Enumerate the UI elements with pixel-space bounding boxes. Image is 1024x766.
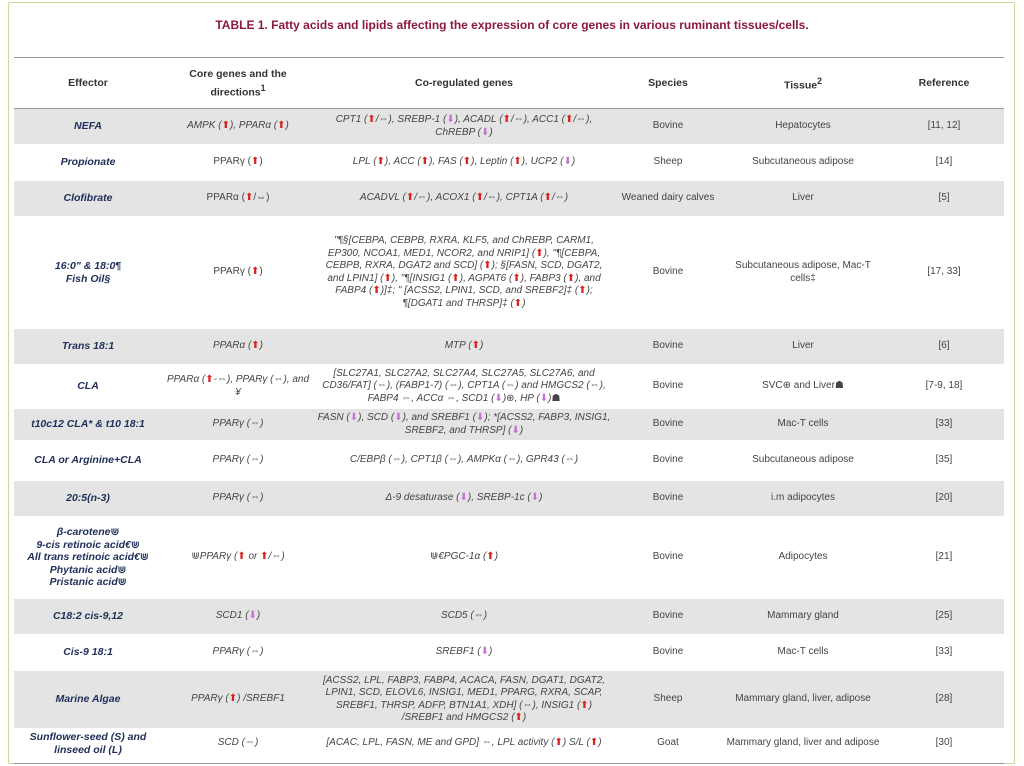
species-cell: Sheep [614,145,722,181]
reference-cell: [33] [884,635,1004,671]
header-reference: Reference [918,77,970,89]
header-tissue-label: Tissue [784,79,818,92]
effector-cell: Sunflower-seed (S) and linseed oil (L) [14,729,162,759]
tissue-cell: Liver [722,181,884,217]
bottom-rule [14,763,1004,764]
effector-cell: Clofibrate [14,181,162,217]
reference-cell: [6] [884,329,1004,365]
reference-cell: [33] [884,409,1004,441]
tissue-cell: Mac-T cells [722,635,884,671]
table-row [14,599,1004,635]
tissue-cell: i.m adipocytes [722,481,884,517]
table-row [14,441,1004,481]
reference-cell: [28] [884,671,1004,729]
data-table [14,57,1004,759]
reference-cell: [17, 33] [884,217,1004,329]
tissue-cell: Mammary gland, liver, adipose [722,671,884,729]
effector-cell: Propionate [14,145,162,181]
tissue-cell: Subcutaneous adipose, Mac-T cells‡ [722,217,884,329]
species-cell: Goat [614,729,722,759]
species-cell: Bovine [614,329,722,365]
table-row [14,671,1004,729]
table-row [14,145,1004,181]
reference-cell: [25] [884,599,1004,635]
table-row [14,181,1004,217]
header-row [14,58,1004,109]
co-regulated-cell: SREBF1 (⬇) [314,635,614,671]
header-tissue [722,58,884,109]
core-genes-cell: SCD1 (⬇) [162,599,314,635]
co-regulated-cell: ACADVL (⬆/⇔), ACOX1 (⬆/⇔), CPT1A (⬆/⇔) [314,181,614,217]
tissue-cell: Mammary gland, liver and adipose [722,729,884,759]
species-cell: Bovine [614,441,722,481]
core-genes-cell: PPARα (⬆-⇔), PPARγ (⇔), and ¥ [162,365,314,409]
effector-cell: CLA [14,365,162,409]
table-row [14,109,1004,145]
co-regulated-cell: ⋓€PGC-1α (⬆) [314,517,614,599]
species-cell: Bovine [614,365,722,409]
co-regulated-cell: FASN (⬇), SCD (⬇), and SREBF1 (⬇); *[ACSS2, FABP3, INSIG1, SREBF2, and THRSP] (⬇) [314,409,614,441]
tissue-cell: Liver [722,329,884,365]
effector-cell: CLA or Arginine+CLA [14,441,162,481]
effector-cell: NEFA [14,109,162,145]
table-row [14,329,1004,365]
header-tissue-sup: 2 [817,75,822,86]
header-effector: Effector [68,77,108,89]
core-genes-cell: PPARγ (⇔) [162,635,314,671]
table-row [14,217,1004,329]
reference-cell: [30] [884,729,1004,759]
header-co-regulated: Co-regulated genes [414,77,514,89]
reference-cell: [11, 12] [884,109,1004,145]
species-cell: Bovine [614,635,722,671]
effector-cell: Trans 18:1 [14,329,162,365]
species-cell: Bovine [614,481,722,517]
tissue-cell: Subcutaneous adipose [722,441,884,481]
core-genes-cell: PPARγ (⇔) [162,409,314,441]
species-cell: Bovine [614,409,722,441]
tissue-cell: Hepatocytes [722,109,884,145]
tissue-cell: Mammary gland [722,599,884,635]
core-genes-cell: ⋓PPARγ (⬆ or ⬆/⇔) [162,517,314,599]
effector-cell: 20:5(n-3) [14,481,162,517]
core-genes-cell: PPARγ (⇔) [162,481,314,517]
co-regulated-cell: C/EBPβ (⇔), CPT1β (⇔), AMPKα (⇔), GPR43 (⇔) [314,441,614,481]
co-regulated-cell: "¶§[CEBPA, CEBPB, RXRA, KLF5, and ChREBP, CARM1, EP300, NCOA1, MED1, NCOR2, and NRIP1] (⬆), "¶[CEBPA, CEBPB, RXRA, DGAT2 and SCD] (⬆); §[FASN, SCD, DGAT2, and LPIN1] (⬆), "¶[INSIG1 (⬆), AGPAT6 (⬆), FABP3 (⬆), and FABP4 (⬆)]‡; " [ACSS2, LPIN1, SCD, and SREBF2]‡ (⬆); ¶[DGAT1 and THRSP]‡ (⬆) [314,217,614,329]
co-regulated-cell: [SLC27A1, SLC27A2, SLC27A4, SLC27A5, SLC27A6, and CD36/FAT] (⇔), (FABP1-7) (⇔), CPT1A (⇔) and HMGCS2 (⇔), FABP4 ⇔, ACCα ⇔, SCD1 (⬇)⊕, HP (⬇)☗ [314,365,614,409]
table-row [14,729,1004,759]
co-regulated-cell: SCD5 (⇔) [314,599,614,635]
species-cell: Bovine [614,517,722,599]
header-core-genes-sup: 1 [260,82,266,93]
table-row [14,409,1004,441]
co-regulated-cell: MTP (⬆) [314,329,614,365]
species-cell: Bovine [614,599,722,635]
reference-cell: [14] [884,145,1004,181]
co-regulated-cell: CPT1 (⬆/⇔), SREBP-1 (⬇), ACADL (⬆/⇔), ACC1 (⬆/⇔), ChREBP (⬇) [314,109,614,145]
species-cell: Bovine [614,109,722,145]
effector-cell: 16:0" & 18:0¶ Fish Oil§ [14,217,162,329]
co-regulated-cell: [ACSS2, LPL, FABP3, FABP4, ACACA, FASN, DGAT1, DGAT2, LPIN1, SCD, ELOVL6, INSIG1, MED1, PPARG, RXRA, SCAP, SREBF1, THRSP, ADFP, BTN1A1, XDH] (⇔), INSIG1 (⬆) /SREBF1 and HMGCS2 (⬆) [314,671,614,729]
reference-cell: [21] [884,517,1004,599]
core-genes-cell: PPARα (⬆/⇔) [162,181,314,217]
reference-cell: [5] [884,181,1004,217]
co-regulated-cell: Δ-9 desaturase (⬇), SREBP-1c (⬇) [314,481,614,517]
core-genes-cell: SCD (⇔) [162,729,314,759]
reference-cell: [20] [884,481,1004,517]
core-genes-cell: AMPK (⬆), PPARα (⬆) [162,109,314,145]
reference-cell: [35] [884,441,1004,481]
core-genes-cell: PPARγ (⬆) [162,217,314,329]
header-species: Species [648,77,688,89]
core-genes-cell: PPARγ (⬆) /SREBF1 [162,671,314,729]
header-core-genes [162,58,314,109]
co-regulated-cell: [ACAC, LPL, FASN, ME and GPD] ⇔, LPL activity (⬆) S/L (⬆) [314,729,614,759]
effector-cell: t10c12 CLA* & t10 18:1 [14,409,162,441]
species-cell: Weaned dairy calves [614,181,722,217]
co-regulated-cell: LPL (⬆), ACC (⬆), FAS (⬆), Leptin (⬆), UCP2 (⬇) [314,145,614,181]
header-core-genes-label: Core genes and the directions [189,67,287,99]
effector-cell: C18:2 cis-9,12 [14,599,162,635]
core-genes-cell: PPARα (⬆) [162,329,314,365]
table-row [14,635,1004,671]
tissue-cell: SVC⊕ and Liver☗ [722,365,884,409]
table-row [14,517,1004,599]
tissue-cell: Mac-T cells [722,409,884,441]
tissue-cell: Subcutaneous adipose [722,145,884,181]
effector-cell: Cis-9 18:1 [14,635,162,671]
effector-cell: β-carotene⋓ 9-cis retinoic acid€⋓ All trans retinoic acid€⋓ Phytanic acid⋓ Pristanic acid⋓ [14,517,162,599]
table-row [14,365,1004,409]
table-title: TABLE 1. Fatty acids and lipids affecting the expression of core genes in various ruminant tissues/cells. [215,18,809,32]
table-row [14,481,1004,517]
species-cell: Sheep [614,671,722,729]
effector-cell: Marine Algae [14,671,162,729]
tissue-cell: Adipocytes [722,517,884,599]
core-genes-cell: PPARγ (⇔) [162,441,314,481]
core-genes-cell: PPARγ (⬆) [162,145,314,181]
species-cell: Bovine [614,217,722,329]
reference-cell: [7-9, 18] [884,365,1004,409]
